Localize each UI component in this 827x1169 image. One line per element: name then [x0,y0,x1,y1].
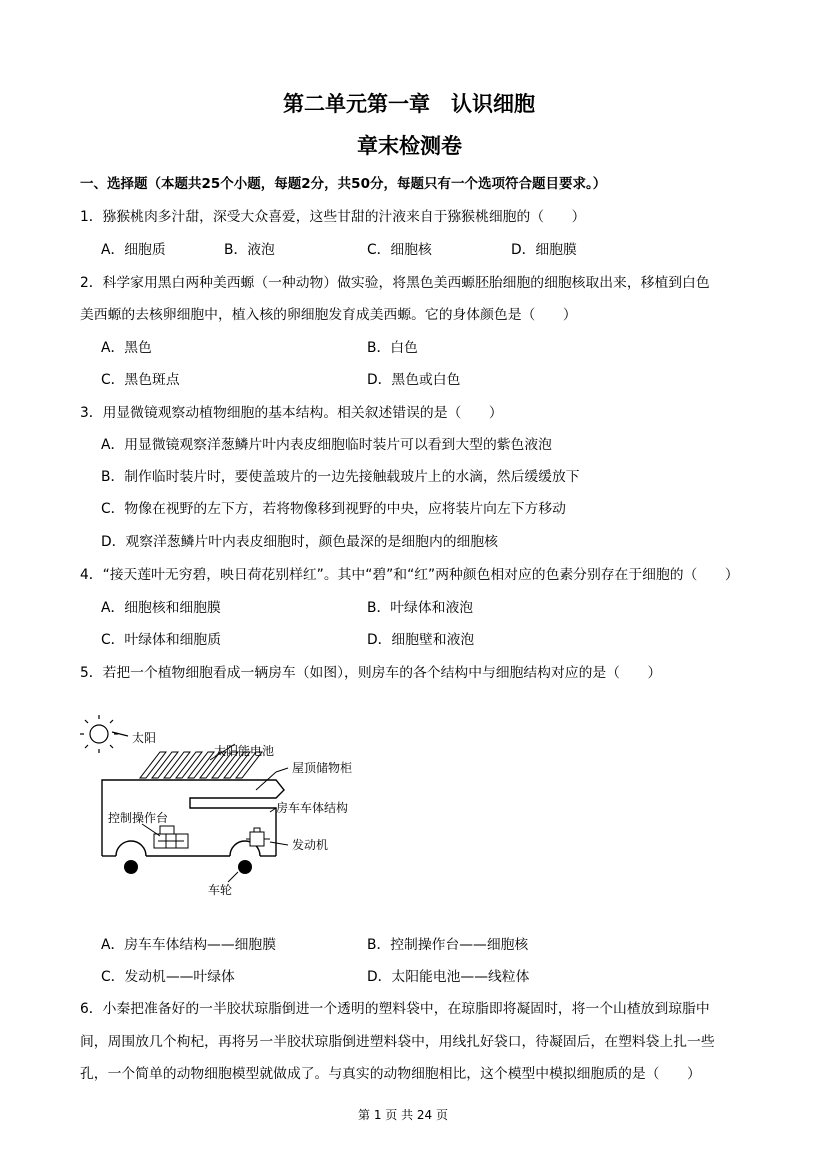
page-subtitle: 章末检测卷 [357,133,462,158]
question-3: 3．用显微镜观察动植物细胞的基本结构。相关叙述错误的是（ ） [80,405,503,421]
question-6-line-3: 孔，一个简单的动物细胞模型就做成了。与真实的动物细胞相比，这个模型中模拟细胞质的是（ ） [80,1066,701,1082]
question-6-line-2: 间，周围放几个枸杞，再将另一半胶状琼脂倒进塑料袋中，用线扎好袋口，待凝固后，在塑料袋上扎一些 [80,1034,715,1050]
label-roof: 屋顶储物柜 [292,761,353,775]
question-4: 4．“接天莲叶无穷碧，映日荷花别样红”。其中“碧”和“红”两种颜色相对应的色素分别存在于细胞的（ ） [80,567,739,583]
label-body: 房车车体结构 [276,801,349,815]
label-sun: 太阳 [132,731,157,745]
label-solar: 太阳能电池 [214,744,275,758]
question-1: 1．猕猴桃肉多汁甜，深受大众喜爱，这些甘甜的汁液来自于猕猴桃细胞的（ ） [80,209,586,225]
q1-option-c: C．细胞核 [367,242,432,258]
q1-option-d: D．细胞膜 [511,242,577,258]
q2-option-d: D．黑色或白色 [367,372,461,388]
q5-option-b: B．控制操作台——细胞核 [367,937,529,953]
wheel-right [238,860,252,874]
q2-option-b: B．白色 [367,340,418,356]
q1-option-a: A．细胞质 [101,242,166,258]
page-title: 第二单元第一章 认识细胞 [283,91,535,116]
rv-figure [80,712,370,902]
q5-option-a: A．房车车体结构——细胞膜 [101,937,277,953]
console-icon [154,826,188,848]
q3-option-c: C．物像在视野的左下方，若将物像移到视野的中央，应将装片向左下方移动 [101,501,566,517]
q5-option-d: D．太阳能电池——线粒体 [367,969,530,985]
wheel-left [124,860,138,874]
question-5: 5．若把一个植物细胞看成一辆房车（如图），则房车的各个结构中与细胞结构对应的是（ ） [80,665,662,681]
question-2-line-2: 美西螈的去核卵细胞中，植入核的卵细胞发育成美西螈。它的身体颜色是（ ） [80,307,577,323]
q4-option-a: A．细胞核和细胞膜 [101,600,221,616]
q2-option-a: A．黑色 [101,340,152,356]
q4-option-c: C．叶绿体和细胞质 [101,632,222,648]
page-footer: 第 1 页 共 24 页 [358,1108,448,1122]
q4-option-d: D．细胞壁和液泡 [367,632,475,648]
question-6-line-1: 6．小秦把准备好的一半胶状琼脂倒进一个透明的塑料袋中，在琼脂即将凝固时，将一个山楂放到琼脂中 [80,1001,710,1017]
label-engine: 发动机 [292,838,329,852]
question-2-line-1: 2．科学家用黑白两种美西螈（一种动物）做实验，将黑色美西螈胚胎细胞的细胞核取出来，移植到白色 [80,275,710,291]
label-wheel: 车轮 [208,883,233,897]
engine-icon [246,828,270,846]
q1-option-b: B．液泡 [224,242,275,258]
q3-option-d: D．观察洋葱鳞片叶内表皮细胞时，颜色最深的是细胞内的细胞核 [101,534,498,550]
q4-option-b: B．叶绿体和液泡 [367,600,474,616]
q2-option-c: C．黑色斑点 [101,372,180,388]
q3-option-b: B．制作临时装片时，要使盖玻片的一边先接触载玻片上的水滴，然后缓缓放下 [101,469,580,485]
q5-option-c: C．发动机——叶绿体 [101,969,235,985]
sun-icon [80,715,128,753]
q3-option-a: A．用显微镜观察洋葱鳞片叶内表皮细胞临时装片可以看到大型的紫色液泡 [101,437,552,453]
section-heading: 一、选择题（本题共25个小题，每题2分，共50分，每题只有一个选项符合题目要求。） [80,176,607,192]
label-console: 控制操作台 [108,811,169,825]
